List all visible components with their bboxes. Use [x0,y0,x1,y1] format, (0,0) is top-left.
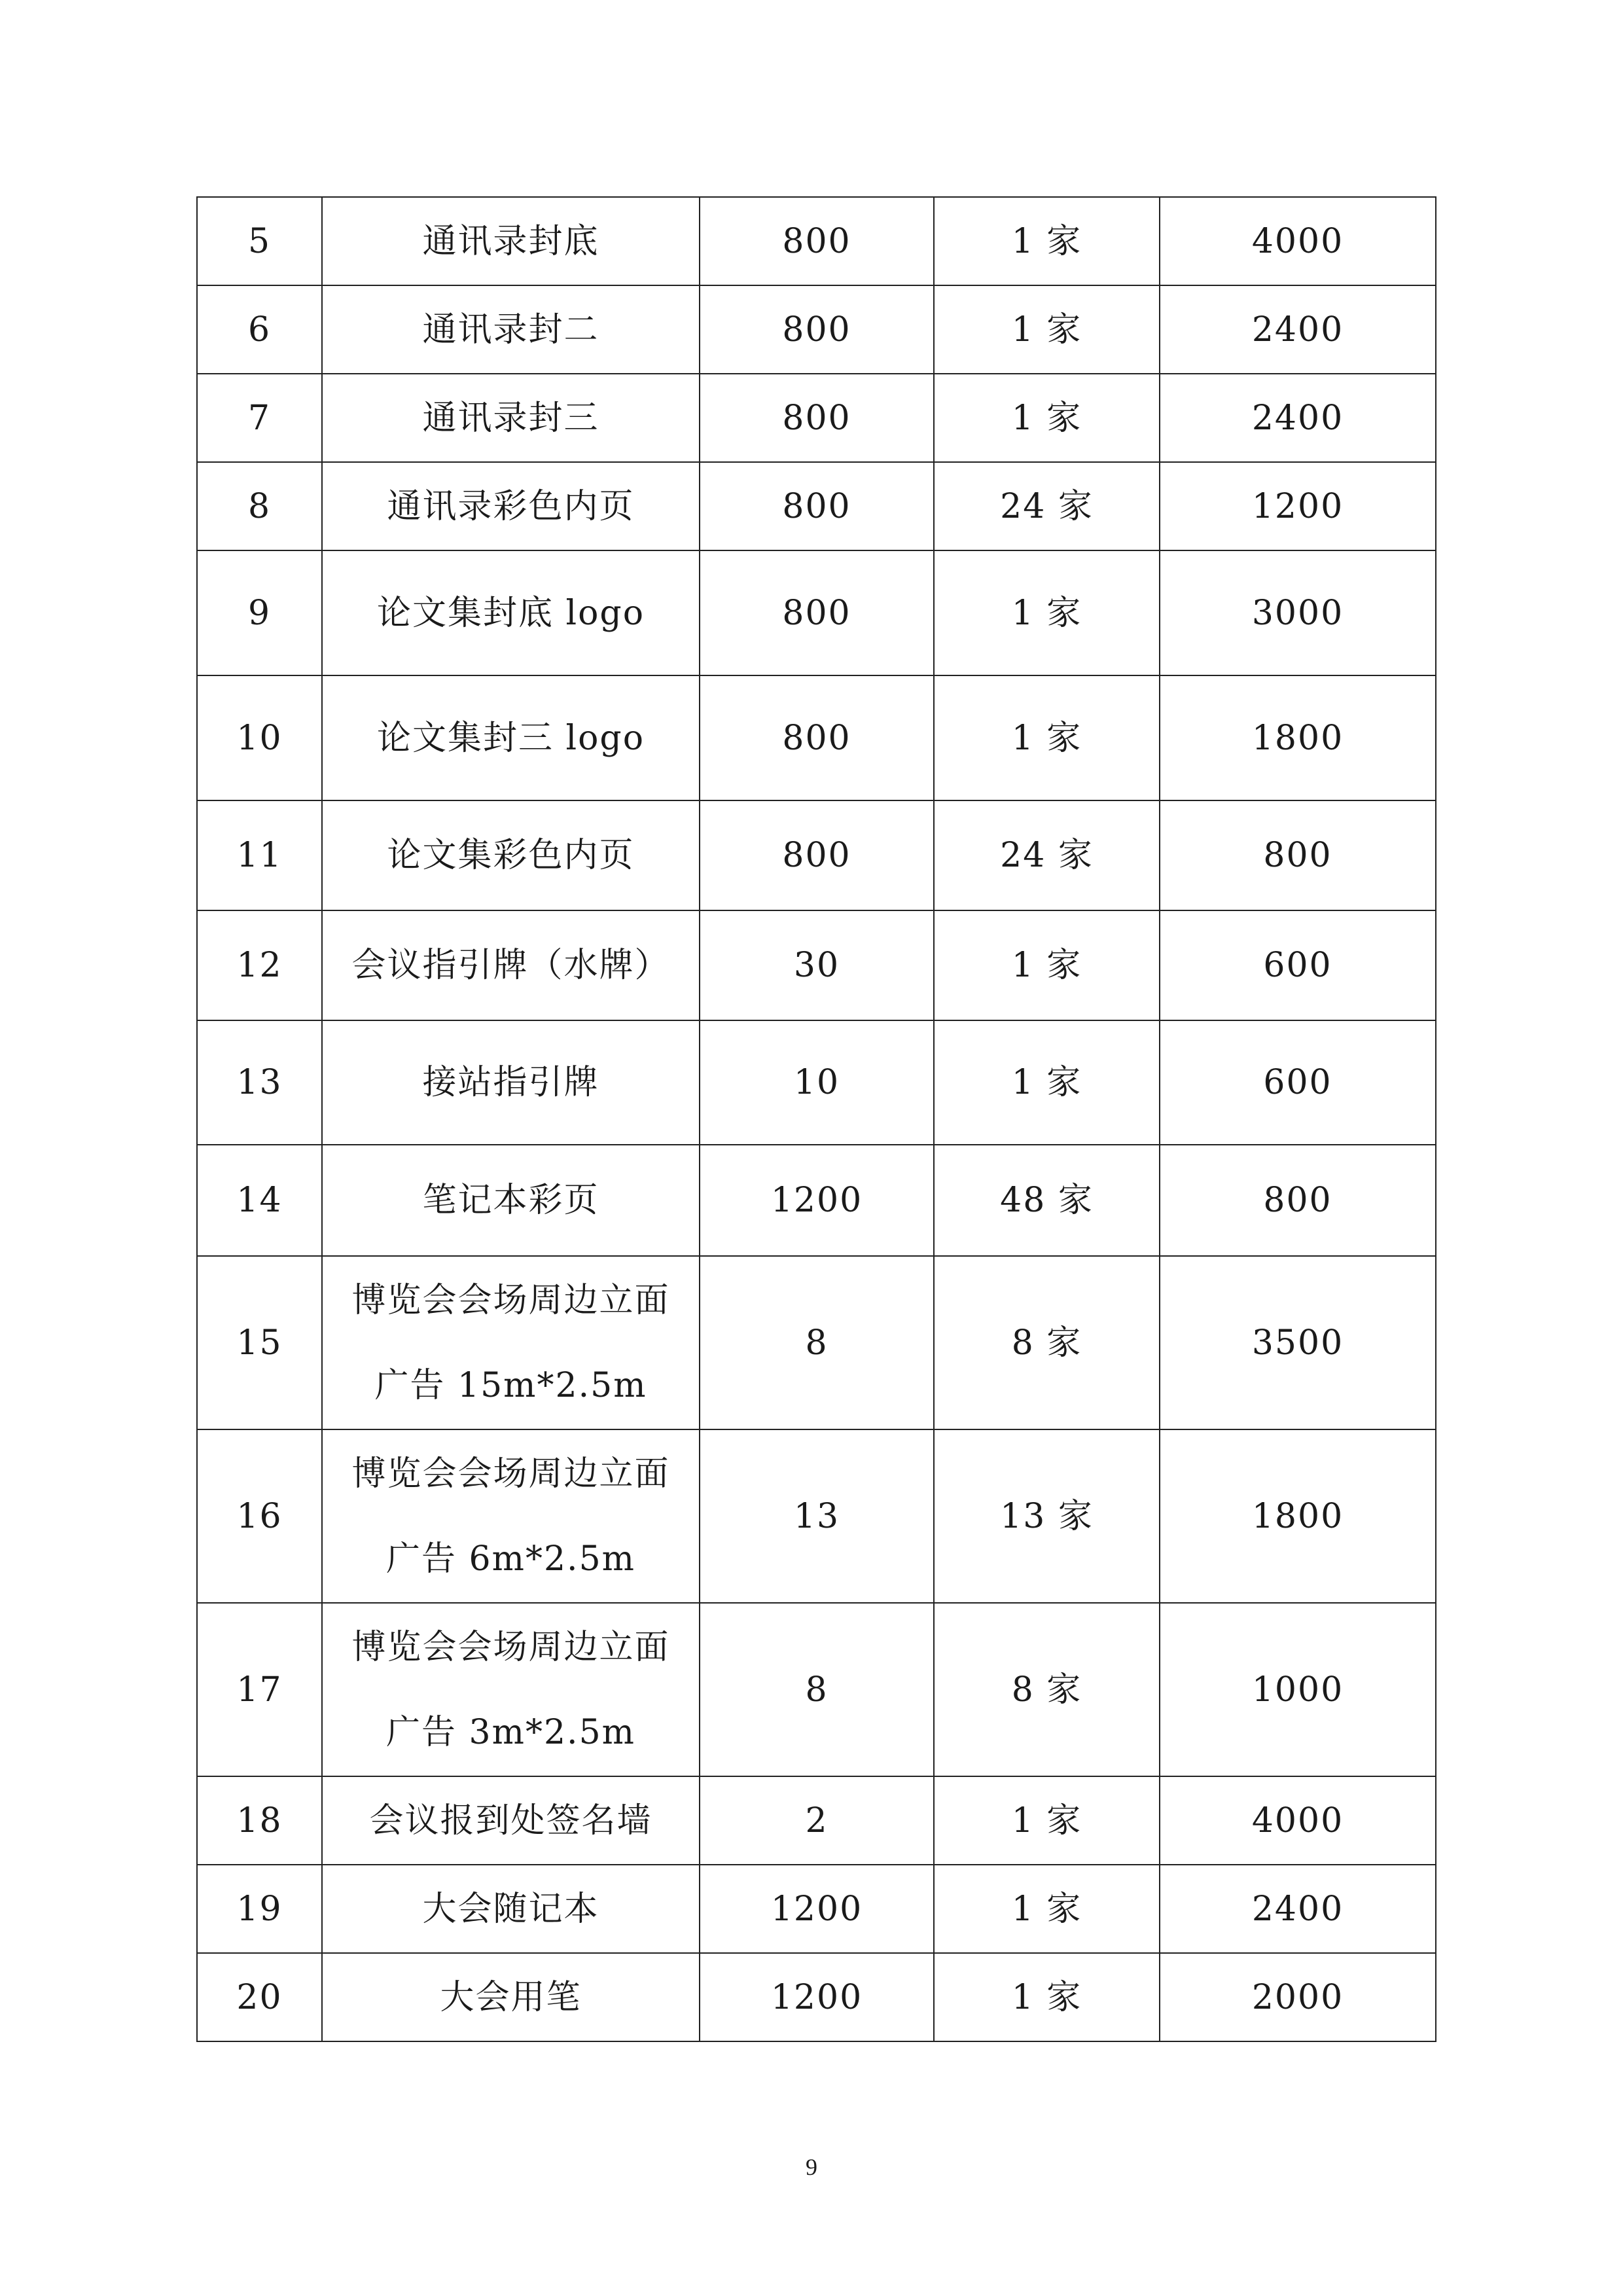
item-name-cell [322,1865,700,1953]
sponsor-count-cell: 1 家 [934,197,1160,285]
item-name-line: 广告 15m*2.5m [374,1365,647,1405]
quantity-cell: 1200 [700,1865,934,1953]
quantity-cell: 800 [700,462,934,550]
item-name-cell [322,675,700,800]
row-number-cell: 12 [197,910,322,1020]
price-cell: 2400 [1160,374,1436,462]
row-number-cell: 11 [197,800,322,910]
price-cell: 800 [1160,1145,1436,1256]
item-name-line: 会议报到处签名墙 [369,1801,652,1840]
table-row [197,675,1436,800]
table-row [197,1603,1436,1776]
sponsor-count-cell: 1 家 [934,1020,1160,1145]
price-cell: 2000 [1160,1953,1436,2041]
sponsor-count-cell: 1 家 [934,1865,1160,1953]
row-number-cell: 10 [197,675,322,800]
table-row [197,1776,1436,1865]
table-row [197,1256,1436,1429]
table-row [197,374,1436,462]
price-cell: 1800 [1160,1429,1436,1603]
sponsor-count-cell: 24 家 [934,462,1160,550]
row-number-cell: 15 [197,1256,322,1429]
table-row [197,1429,1436,1603]
quantity-cell: 800 [700,550,934,675]
item-name-cell [322,1145,700,1256]
table-row [197,197,1436,285]
sponsor-count-cell: 13 家 [934,1429,1160,1603]
sponsor-count-cell: 24 家 [934,800,1160,910]
item-name-cell [322,1953,700,2041]
sponsor-count-cell: 48 家 [934,1145,1160,1256]
price-cell: 1200 [1160,462,1436,550]
quantity-cell: 8 [700,1603,934,1776]
row-number-cell: 16 [197,1429,322,1603]
quantity-cell: 8 [700,1256,934,1429]
price-cell: 600 [1160,1020,1436,1145]
item-name-cell [322,1776,700,1865]
sponsor-count-cell: 1 家 [934,550,1160,675]
quantity-cell: 13 [700,1429,934,1603]
item-name-cell [322,1603,700,1776]
price-cell: 3500 [1160,1256,1436,1429]
price-cell: 1000 [1160,1603,1436,1776]
item-name-line: 大会用笔 [440,1977,582,2017]
sponsor-count-cell: 1 家 [934,374,1160,462]
item-name-cell [322,550,700,675]
price-cell: 4000 [1160,1776,1436,1865]
item-name-line: 博览会会场周边立面 [351,1627,670,1667]
sponsor-count-cell: 8 家 [934,1256,1160,1429]
row-number-cell: 17 [197,1603,322,1776]
sponsor-count-cell: 1 家 [934,1953,1160,2041]
row-number-cell: 9 [197,550,322,675]
table-row [197,1865,1436,1953]
row-number-cell: 20 [197,1953,322,2041]
quantity-cell: 1200 [700,1953,934,2041]
table-row [197,1020,1436,1145]
item-name-cell [322,462,700,550]
item-name-line: 通讯录封三 [422,398,599,438]
price-cell: 2400 [1160,285,1436,374]
item-name-cell [322,374,700,462]
table-row [197,1953,1436,2041]
table-row [197,462,1436,550]
item-name-cell [322,910,700,1020]
row-number-cell: 6 [197,285,322,374]
item-name-cell [322,1256,700,1429]
item-name-line: 论文集封底 logo [376,593,645,633]
item-name-cell [322,1020,700,1145]
sponsor-count-cell: 8 家 [934,1603,1160,1776]
quantity-cell: 800 [700,800,934,910]
item-name-cell [322,800,700,910]
item-name-cell [322,197,700,285]
price-cell: 3000 [1160,550,1436,675]
item-name-line: 广告 3m*2.5m [386,1712,635,1752]
row-number-cell: 13 [197,1020,322,1145]
sponsor-count-cell: 1 家 [934,1776,1160,1865]
quantity-cell: 10 [700,1020,934,1145]
price-cell: 4000 [1160,197,1436,285]
table-row [197,285,1436,374]
sponsorship-price-table [196,196,1436,2042]
sponsor-count-cell: 1 家 [934,675,1160,800]
row-number-cell: 7 [197,374,322,462]
item-name-cell [322,285,700,374]
quantity-cell: 800 [700,285,934,374]
table-row [197,910,1436,1020]
row-number-cell: 18 [197,1776,322,1865]
quantity-cell: 800 [700,197,934,285]
quantity-cell: 30 [700,910,934,1020]
sponsor-count-cell: 1 家 [934,910,1160,1020]
item-name-line: 会议指引牌（水牌） [351,946,670,985]
item-name-line: 论文集彩色内页 [387,836,635,875]
price-cell: 600 [1160,910,1436,1020]
item-name-line: 博览会会场周边立面 [351,1280,670,1320]
quantity-cell: 800 [700,374,934,462]
price-cell: 800 [1160,800,1436,910]
price-cell: 1800 [1160,675,1436,800]
page-number: 9 [806,2154,817,2180]
item-name-line: 通讯录封二 [422,310,599,350]
row-number-cell: 5 [197,197,322,285]
item-name-line: 大会随记本 [422,1889,599,1929]
item-name-line: 笔记本彩页 [422,1181,599,1220]
table-row [197,550,1436,675]
quantity-cell: 2 [700,1776,934,1865]
item-name-line: 论文集封三 logo [376,718,645,758]
item-name-line: 接站指引牌 [422,1063,599,1102]
table-row [197,800,1436,910]
table-body [197,197,1436,2041]
row-number-cell: 14 [197,1145,322,1256]
item-name-line: 通讯录彩色内页 [387,486,635,526]
item-name-line: 广告 6m*2.5m [386,1539,635,1579]
item-name-cell [322,1429,700,1603]
item-name-line: 通讯录封底 [422,221,599,261]
sponsor-count-cell: 1 家 [934,285,1160,374]
item-name-line: 博览会会场周边立面 [351,1454,670,1494]
price-cell: 2400 [1160,1865,1436,1953]
row-number-cell: 19 [197,1865,322,1953]
row-number-cell: 8 [197,462,322,550]
quantity-cell: 1200 [700,1145,934,1256]
quantity-cell: 800 [700,675,934,800]
table-row [197,1145,1436,1256]
